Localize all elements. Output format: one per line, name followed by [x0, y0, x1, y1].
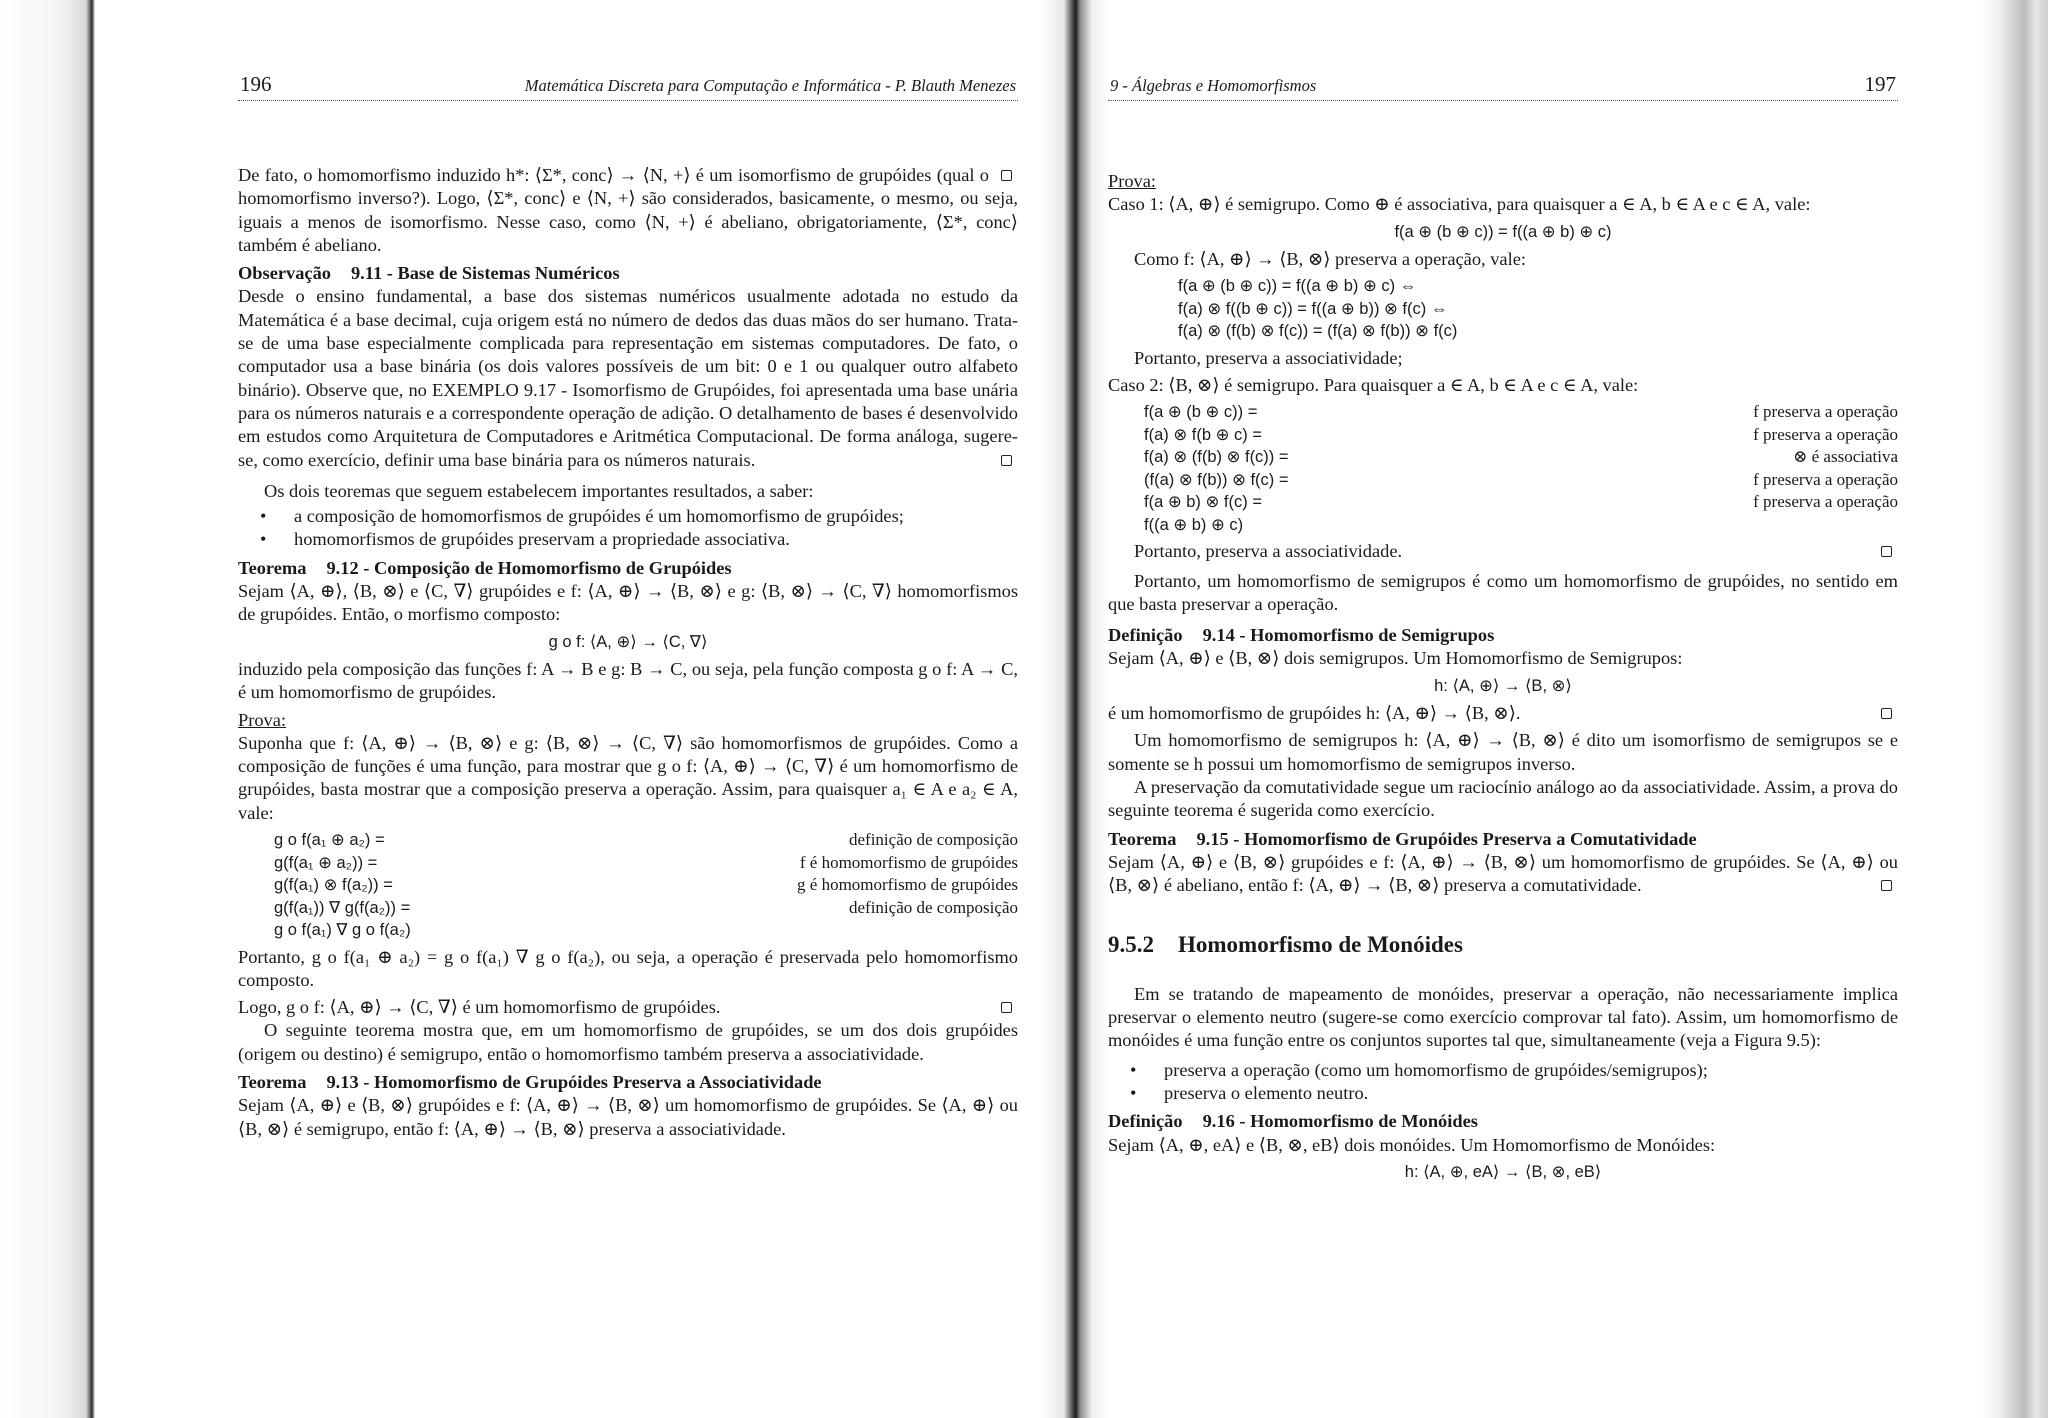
derivation-expression: (f(a) ⊗ f(b)) ⊗ f(c) = [1144, 470, 1289, 489]
list-item: • preserva o elemento neutro. [1164, 1082, 1898, 1105]
qed-box-icon [1881, 546, 1892, 557]
observation-heading [238, 262, 1018, 285]
proof-label-left: Prova: [238, 709, 287, 730]
heading-keyword: Teorema [238, 1072, 307, 1092]
paragraph-dois-teoremas: Os dois teoremas que seguem estabelecem importantes resultados, a saber: [264, 480, 814, 501]
derivation-line: f(a) ⊗ (f(b) ⊗ f(c)) = (f(a) ⊗ f(b)) ⊗ f(c) [1178, 322, 1458, 341]
list-item: • preserva a operação (como um homomorfismo de grupóides/semigrupos); [1164, 1059, 1898, 1082]
heading-keyword: Teorema [1108, 828, 1177, 849]
derivation-expression: g(f(a₁)) ∇ g(f(a₂)) = [274, 898, 411, 917]
derivation-composition [274, 829, 1018, 942]
paragraph-text: Desde o ensino fundamental, a base dos sistemas numéricos usualmente adotada no estudo da Matemática é a base decimal, cuja origem está no número de dedos das duas mãos do ser humano. Trata-se de uma base especialmente complicada para representação em sistemas computadores. De fato, o computador usa a base binária (os dois valores possíveis de um bit: 0 e 1 ou qualquer outro alfabeto binário). Observe que, no EXEMPLO 9.17 - Isomorfismo de Grupóides, foi apresentada uma base unária para os números naturais e a correspondente operação de adição. O detalhamento de bases é desenvolvido em estudos como Arquitetura de Computadores e Aritmética Computacional. De forma análoga, sugere-se, como exercício, definir uma base binária para os números naturais. [238, 286, 1018, 470]
paragraph-seguinte-teorema: O seguinte teorema mostra que, em um homomorfismo de grupóides, se um dos dois grupóides (origem ou destino) é semigrupo, então o homomorfismo também preserva a associatividade. [238, 1020, 1018, 1064]
paragraph-logo [238, 996, 1018, 1019]
caso-2-text: Caso 2: ⟨B, ⊗⟩ é semigrupo. Para quaisquer a ∈ A, b ∈ A e c ∈ A, vale: [1108, 374, 1639, 395]
derivation-expression: f(a) ⊗ f(b ⊕ c) = [1144, 425, 1262, 444]
section-number: 9.5.2 [1108, 932, 1154, 958]
derivation-justification [1289, 514, 1898, 537]
qed-box-icon [1881, 708, 1892, 719]
derivation-justification: f preserva a operação [1753, 424, 1898, 444]
heading-keyword: Teorema [238, 557, 307, 578]
theorem-9-15-heading [1108, 828, 1898, 851]
portanto-associatividade-1: Portanto, preserva a associatividade; [1134, 347, 1403, 368]
derivation-expression: g o f(a₁) ∇ g o f(a₂) [274, 921, 411, 940]
derivation-justification: f preserva a operação [1753, 469, 1898, 489]
heading-title: 9.11 - Base de Sistemas Numéricos [350, 263, 620, 284]
qed-box-icon [1001, 455, 1012, 466]
portanto-associatividade-2 [1108, 540, 1898, 563]
caso-1-text: Caso 1: ⟨A, ⊕⟩ é semigrupo. Como ⊕ é associativa, para quaisquer a ∈ A, b ∈ A e c ∈ A, vale: [1108, 194, 1811, 215]
qed-box-icon [1001, 1002, 1012, 1013]
paragraph-monoides: Em se tratando de mapeamento de monóides, preservar a operação, não necessariamente implica preservar o elemento neutro (sugere-se como exercício comprovar tal fato). Assim, um homomorfismo de monóides é uma função entre os conjuntos suportes tal que, simultaneamente (veja a Figura 9.5): [1108, 983, 1898, 1051]
page-edge-shadow-right [1980, 0, 2048, 1418]
paragraph-portanto-composicao: Portanto, g o f(a₁ ⊕ a₂) = g o f(a₁) ∇ g o f(a₂), ou seja, a operação é preservada pelo homomorfismo composto. [238, 946, 1018, 990]
derivation-justification: f preserva a operação [1753, 492, 1898, 512]
caso-1-formula: f(a ⊕ (b ⊕ c)) = f((a ⊕ b) ⊕ c) [1394, 222, 1612, 241]
right-page [1108, 0, 1898, 1418]
bullet-list-left [238, 505, 1018, 552]
heading-title: 9.13 - Homomorfismo de Grupóides Preserva a Associatividade [326, 1072, 822, 1092]
paragraph-comutatividade: A preservação da comutatividade segue um raciocínio análogo ao da associatividade. Assim, a prova do seguinte teorema é sugerida como exercício. [1108, 776, 1898, 821]
bullet-list-right [1108, 1059, 1898, 1106]
theorem-9-12-statement: Sejam ⟨A, ⊕⟩, ⟨B, ⊗⟩ e ⟨C, ∇⟩ grupóides e f: ⟨A, ⊕⟩ → ⟨B, ⊗⟩ e g: ⟨B, ⊗⟩ → ⟨C, ∇⟩ homomorfismos de grupóides. Então, o morfismo composto: [238, 581, 1018, 625]
definition-9-14-formula: h: ⟨A, ⊕⟩ → ⟨B, ⊗⟩ [1434, 676, 1572, 695]
definition-9-16-statement: Sejam ⟨A, ⊕, eA⟩ e ⟨B, ⊗, eB⟩ dois monóides. Um Homomorfismo de Monóides: [1108, 1134, 1716, 1155]
right-running-head [1108, 70, 1898, 101]
heading-keyword: Definição [1108, 1111, 1183, 1132]
derivation-justification: g é homomorfismo de grupóides [797, 875, 1018, 895]
section-heading-9-5-2 [1108, 933, 1898, 956]
derivation-expression: g(f(a₁) ⊗ f(a₂)) = [274, 876, 393, 895]
derivation-justification: definição de composição [849, 830, 1018, 850]
composition-formula: g o f: ⟨A, ⊕⟩ → ⟨C, ∇⟩ [548, 632, 708, 651]
book-gutter-shadow [1040, 0, 1110, 1418]
derivation-expression: g(f(a₁ ⊕ a₂)) = [274, 853, 378, 872]
paragraph-text: Logo, g o f: ⟨A, ⊕⟩ → ⟨C, ∇⟩ é um homomorfismo de grupóides. [238, 997, 721, 1018]
page-edge-shadow-left [0, 0, 95, 1418]
heading-title: 9.15 - Homomorfismo de Grupóides Preserva a Comutatividade [1196, 828, 1697, 849]
list-item: • homomorfismos de grupóides preservam a propriedade associativa. [294, 528, 1018, 551]
proof-text-left: Suponha que f: ⟨A, ⊕⟩ → ⟨B, ⊗⟩ e g: ⟨B, ⊗⟩ → ⟨C, ∇⟩ são homomorfismos de grupóides. Como a composição de funções é uma função, para mostrar que g o f: ⟨A, ⊕⟩ → ⟨C, ∇⟩ é um homomorfismo de grupóides, basta mostrar que a composição preserva a operação. Assim, para quaisquer a₁ ∈ A e a₂ ∈ A, vale: [238, 732, 1018, 823]
proof-label-right: Prova: [1108, 171, 1157, 191]
derivation-expression: g o f(a₁ ⊕ a₂) = [274, 831, 385, 850]
derivation-justification: definição de composição [849, 897, 1018, 917]
heading-title: 9.14 - Homomorfismo de Semigrupos [1202, 625, 1495, 646]
derivation-line: f(a ⊕ (b ⊕ c)) = f((a ⊕ b) ⊕ c) ⇔ [1178, 277, 1417, 296]
page-number-left: 196 [240, 72, 272, 96]
spacer [238, 472, 1018, 480]
theorem-9-12-conclusion: induzido pela composição das funções f: A → B e g: B → C, ou seja, pela função composta g o f: A → C, é um homomorfismo de grupóides. [238, 658, 1018, 703]
running-title-left: Matemática Discreta para Computação e Informática - P. Blauth Menezes [524, 76, 1016, 95]
derivation-line: f(a) ⊗ f((b ⊕ c)) = f((a ⊕ b)) ⊗ f(c) ⇔ [1178, 299, 1448, 318]
heading-keyword: Observação [238, 263, 331, 284]
definition-9-16-heading [1108, 1110, 1898, 1133]
paragraph-homomorfismo-semigrupos: Portanto, um homomorfismo de semigrupos é como um homomorfismo de grupóides, no sentido em que basta preservar a operação. [1108, 570, 1898, 614]
paragraph-homomorfismo-induzido [238, 164, 1018, 257]
paragraph-text: Sejam ⟨A, ⊕⟩ e ⟨B, ⊗⟩ grupóides e f: ⟨A, ⊕⟩ → ⟨B, ⊗⟩ um homomorfismo de grupóides. Se ⟨A, ⊕⟩ ou ⟨B, ⊗⟩ é abeliano, então f: ⟨A, ⊕⟩ → ⟨B, ⊗⟩ preserva a comutatividade. [1108, 851, 1898, 896]
page-number-right: 197 [1864, 72, 1896, 96]
qed-box-icon [1881, 880, 1892, 891]
theorem-9-12-heading [238, 557, 1018, 580]
definition-9-14-conclusion [1108, 702, 1898, 725]
definition-9-14-statement: Sejam ⟨A, ⊕⟩ e ⟨B, ⊗⟩ dois semigrupos. Um Homomorfismo de Semigrupos: [1108, 648, 1683, 669]
theorem-9-15-statement [1108, 851, 1898, 898]
left-running-head [238, 70, 1018, 101]
list-item: • a composição de homomorfismos de grupóides é um homomorfismo de grupóides; [294, 505, 1018, 528]
derivation-expression: f(a ⊕ b) ⊗ f(c) = [1144, 493, 1262, 512]
theorem-9-13-statement: Sejam ⟨A, ⊕⟩ e ⟨B, ⊗⟩ grupóides e f: ⟨A, ⊕⟩ → ⟨B, ⊗⟩ um homomorfismo de grupóides. Se ⟨A, ⊕⟩ ou ⟨B, ⊗⟩ é semigrupo, então f: ⟨A, ⊕⟩ → ⟨B, ⊗⟩ preserva a associatividade. [238, 1095, 1018, 1139]
left-page [238, 0, 1018, 1418]
derivation-justification: ⊗ é associativa [1793, 447, 1898, 467]
paragraph-text: De fato, o homomorfismo induzido h*: ⟨Σ*, conc⟩ → ⟨N, +⟩ é um isomorfismo de grupóides (qual o homomorfismo inverso?). Logo, ⟨Σ*, conc⟩ e ⟨N, +⟩ são considerados, basicamente, o mesmo, ou seja, iguais a menos de isomorfismo. Nesse caso, como ⟨N, +⟩ é abeliano, obrigatoriamente, ⟨Σ*, conc⟩ também é abeliano. [238, 165, 1018, 255]
caso-1-derivation [1178, 275, 1898, 343]
theorem-9-13-heading [238, 1071, 1018, 1094]
derivation-justification [411, 919, 1018, 942]
heading-title: 9.12 - Composição de Homomorfismo de Grupóides [326, 557, 732, 578]
derivation-justification: f preserva a operação [1753, 402, 1898, 422]
derivation-expression: f(a) ⊗ (f(b) ⊗ f(c)) = [1144, 448, 1289, 467]
definition-9-14-heading [1108, 624, 1898, 647]
left-page-body [238, 164, 1018, 1141]
derivation-justification: f é homomorfismo de grupóides [799, 852, 1018, 872]
paragraph-text: é um homomorfismo de grupóides h: ⟨A, ⊕⟩ → ⟨B, ⊗⟩. [1108, 703, 1521, 724]
section-title: Homomorfismo de Monóides [1178, 932, 1463, 958]
running-title-right: 9 - Álgebras e Homomorfismos [1110, 76, 1317, 95]
paragraph-isomorfismo-semigrupos: Um homomorfismo de semigrupos h: ⟨A, ⊕⟩ → ⟨B, ⊗⟩ é dito um isomorfismo de semigrupos se e somente se h possui um homomorfismo de semigrupos inverso. [1108, 730, 1898, 774]
derivation-expression: f((a ⊕ b) ⊕ c) [1144, 515, 1244, 534]
qed-box-icon [1001, 170, 1012, 181]
caso-2-derivation [1144, 401, 1898, 536]
paragraph-text: Portanto, preserva a associatividade. [1134, 541, 1403, 562]
heading-keyword: Definição [1108, 625, 1183, 646]
derivation-expression: f(a ⊕ (b ⊕ c)) = [1144, 403, 1258, 422]
right-page-body [1108, 170, 1898, 1188]
paragraph-base-numerica [238, 285, 1018, 471]
heading-title: 9.16 - Homomorfismo de Monóides [1202, 1111, 1478, 1132]
como-f-text: Como f: ⟨A, ⊕⟩ → ⟨B, ⊗⟩ preserva a operação, vale: [1134, 248, 1526, 269]
definition-9-16-formula: h: ⟨A, ⊕, eA⟩ → ⟨B, ⊗, eB⟩ [1404, 1162, 1602, 1181]
